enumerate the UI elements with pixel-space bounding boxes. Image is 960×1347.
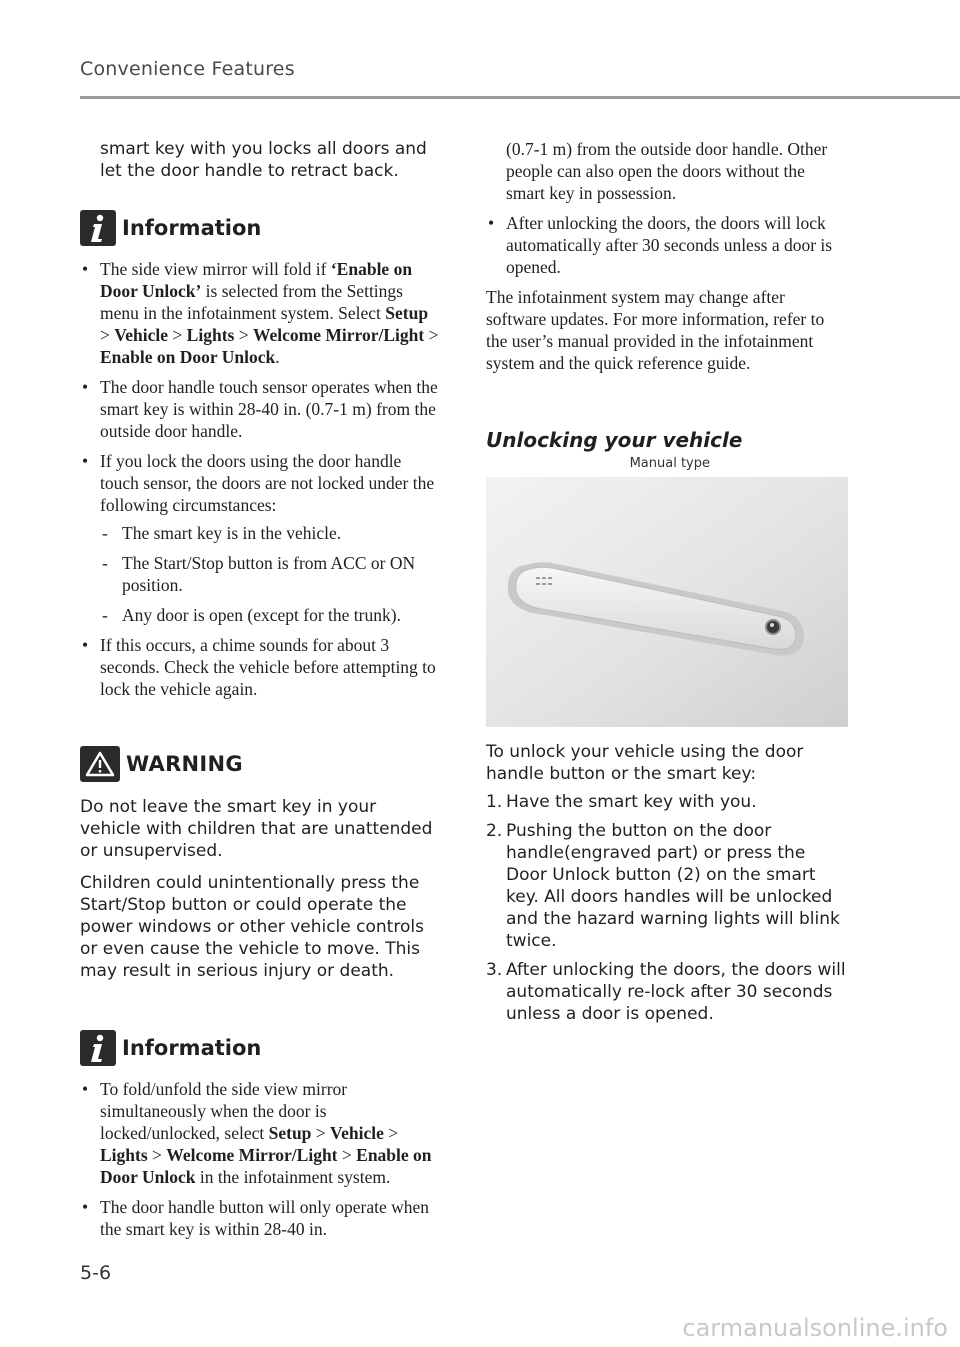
header-title: Convenience Features — [80, 58, 295, 80]
sub-list-item: - The Start/Stop button is from ACC or ON position. — [100, 552, 442, 596]
sub-list-item: - The smart key is in the vehicle. — [100, 522, 442, 544]
step-item: 3. After unlocking the doors, the doors will automatically re-lock after 30 seconds unless a door is opened. — [486, 960, 846, 1024]
right-bullet-list — [486, 212, 848, 278]
door-handle-image — [486, 477, 848, 727]
list-item: • The door handle touch sensor operates when the smart key is within 28-40 in. (0.7-1 m) from the outside door handle. — [80, 376, 442, 442]
left-column — [80, 138, 442, 1248]
unlock-steps — [486, 791, 848, 1025]
list-item: • The door handle button will only operate when the smart key is within 28-40 in. — [80, 1196, 442, 1240]
section-title: Unlocking your vehicle — [486, 428, 743, 452]
sub-list-item: - Any door is open (except for the trunk). — [100, 604, 442, 626]
infotainment-note: The infotainment system may change after software updates. For more information, refer to the user’s manual provided in the infotainment system and the quick reference guide. — [486, 287, 825, 373]
information-list-1 — [80, 258, 442, 700]
step-item: 2. Pushing the button on the door handle(engraved part) or press the Door Unlock button (2) on the smart key. All doors handles will be unlocked and the hazard warning lights will blink twice. — [486, 821, 840, 951]
sub-list — [100, 522, 442, 626]
warning-paragraph-1: Do not leave the smart key in your vehicle with children that are unattended or unsupervised. — [80, 797, 433, 861]
list-item: • To fold/unfold the side view mirror simultaneously when the door is locked/unlocked, select Setup > Vehicle > Lights > Welcome Mirror/Light > Enable on Door Unlock in the infotainment system. — [80, 1078, 442, 1188]
header-rule — [80, 96, 960, 99]
intro-text: smart key with you locks all doors and let the door handle to retract back. — [100, 139, 427, 181]
page-number: 5-6 — [80, 1262, 112, 1284]
information-heading-2 — [80, 1030, 442, 1066]
right-column — [486, 138, 848, 1032]
list-item: • If you lock the doors using the door handle touch sensor, the doors are not locked under the following circumstances: - The smart key is in the vehicle. - The Start/Stop button is from ACC or ON position. - Any door is open (except for the trunk). — [80, 450, 442, 626]
list-item: • After unlocking the doors, the doors will lock automatically after 30 seconds unless a door is opened. — [486, 212, 848, 278]
watermark[interactable]: carmanualsonline.info — [682, 1314, 948, 1342]
information-title: Information — [122, 216, 262, 240]
warning-heading — [80, 746, 442, 782]
information-list-2 — [80, 1078, 442, 1240]
continued-text: (0.7-1 m) from the outside door handle. Other people can also open the doors without the smart key in possession. — [506, 139, 828, 203]
warning-icon — [80, 746, 120, 782]
warning-title: WARNING — [126, 752, 243, 776]
door-handle-illustration — [486, 477, 848, 727]
information-icon — [80, 210, 116, 246]
information-heading-1 — [80, 210, 442, 246]
unlock-lead: To unlock your vehicle using the door handle button or the smart key: — [486, 742, 804, 784]
list-item: • If this occurs, a chime sounds for about 3 seconds. Check the vehicle before attempting to lock the vehicle again. — [80, 634, 442, 700]
figure-caption: Manual type — [629, 456, 710, 471]
information-icon — [80, 1030, 116, 1066]
list-item: • The side view mirror will fold if ‘Enable on Door Unlock’ is selected from the Settings menu in the infotainment system. Select Setup > Vehicle > Lights > Welcome Mirror/Light > Enable on Door Unlock. — [80, 258, 442, 368]
warning-paragraph-2: Children could unintentionally press the Start/Stop button or could operate the power windows or other vehicle controls or even cause the vehicle to move. This may result in serious injury or death. — [80, 873, 424, 981]
step-item: 1. Have the smart key with you. — [486, 792, 757, 812]
information-title: Information — [122, 1036, 262, 1060]
